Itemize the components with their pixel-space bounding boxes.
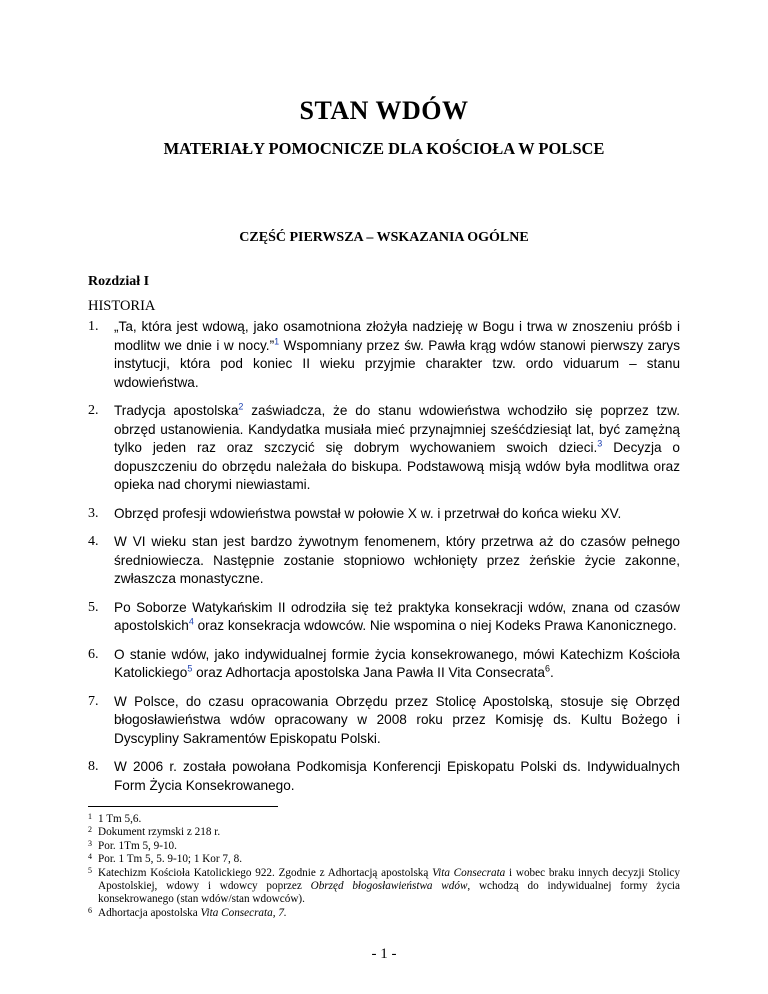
- footnote: [88, 867, 680, 907]
- footnote-text: Por. 1 Tm 5, 5. 9-10; 1 Kor 7, 8.: [98, 853, 242, 866]
- footnote-text: Katechizm Kościoła Katolickiego 922. Zgodnie z Adhortacją apostolską: [98, 866, 433, 879]
- list-item: [88, 646, 680, 683]
- footnote: [88, 853, 680, 866]
- footnote-ref[interactable]: 2: [238, 401, 244, 412]
- list-item: [88, 318, 680, 392]
- item-number: 5.: [88, 599, 99, 615]
- list-item: [88, 693, 680, 749]
- list-item: [88, 505, 680, 524]
- footnote-italic: Vita Consecrata: [432, 866, 506, 879]
- footnote-text: , wchodzą do indywidualnej formy życia konsekrowanego (stan wdów/stan wdowców).: [98, 880, 680, 906]
- footnote-number: 6: [88, 905, 92, 915]
- document-subtitle: MATERIAŁY POMOCNICZE DLA KOŚCIOŁA W POLSCE: [163, 139, 605, 158]
- item-number: 2.: [88, 403, 99, 418]
- item-text: Wspomniany przez św. Pawła krąg wdów stanowi pierwszy zarys instytucji, która pod koniec II wieku przyjmie charakter tzw. ordo viduarum – stanu wdowieństwa.: [114, 337, 681, 390]
- item-text: W VI wieku stan jest bardzo żywotnym fenomenem, który przetrwa aż do czasów pełnego średniowiecza. Następnie zostanie stopniowo wchłonięty przez żeńskie życie zakonne, zwłaszcza monastyczne.: [114, 534, 680, 586]
- item-number: 1.: [88, 319, 99, 334]
- item-text: Tradycja apostolska: [114, 403, 239, 418]
- footnote-ref[interactable]: 3: [597, 438, 603, 449]
- item-number: 8.: [88, 759, 99, 774]
- footnote-text: Dokument rzymski z 218 r.: [98, 826, 221, 839]
- footnote: [88, 840, 680, 853]
- item-number: 6.: [88, 646, 99, 662]
- footnote-ref[interactable]: 1: [274, 335, 280, 346]
- section-heading: HISTORIA: [88, 298, 156, 314]
- footnote-separator: [88, 806, 278, 807]
- item-number: 3.: [88, 505, 99, 521]
- list-item: [88, 402, 680, 495]
- numbered-list: [88, 318, 680, 805]
- item-text: Po Soborze Watykańskim II odrodziła się też praktyka konsekracji wdów, znana od czasów apostolskich: [114, 599, 680, 633]
- item-text: O stanie wdów, jako indywidualnej formie życia konsekrowanego, mówi Katechizm Kościoła Katolickiego: [114, 646, 680, 680]
- list-item: [88, 758, 680, 795]
- item-text: W 2006 r. została powołana Podkomisja Konferencji Episkopatu Polski ds. Indywidualnych Form Życia Konsekrowanego.: [114, 759, 680, 793]
- item-number: 7.: [88, 693, 99, 709]
- footnote-text: 1 Tm 5,6.: [98, 813, 142, 825]
- footnote: [88, 826, 680, 839]
- footnote: [88, 907, 680, 920]
- footnote-italic: Obrzęd błogosławieństwa wdów: [310, 880, 468, 893]
- footnote-ref[interactable]: 6: [544, 663, 550, 674]
- footnote-ref[interactable]: 5: [187, 663, 193, 674]
- item-text: W Polsce, do czasu opracowania Obrzędu przez Stolicę Apostolską, stosuje się Obrzęd błogosławieństwa wdów opracowany w 2008 roku przez Komisję ds. Kultu Bożego i Dyscypliny Sakramentów Episkopatu Polski.: [114, 693, 680, 746]
- item-text: Obrzęd profesji wdowieństwa powstał w połowie X w. i przetrwał do końca wieku XV.: [114, 505, 622, 521]
- item-number: 4.: [88, 534, 99, 549]
- item-text: oraz konsekracja wdowców. Nie wspomina o niej Kodeks Prawa Kanonicznego.: [193, 618, 677, 633]
- item-text: .: [549, 665, 554, 680]
- chapter-heading: Rozdział I: [88, 274, 150, 289]
- footnote-number: 2: [88, 825, 92, 835]
- list-item: [88, 533, 680, 589]
- footnote-italic: Vita Consecrata, 7.: [200, 906, 287, 919]
- page-number: - 1 -: [371, 946, 397, 962]
- list-item: [88, 599, 680, 636]
- footnote-text: i wobec braku innych decyzji Stolicy Apostolskiej, wdowy i wdowcy poprzez: [98, 866, 680, 893]
- item-text: „Ta, która jest wdową, jako osamotniona złożyła nadzieję w Bogu i trwa w znoszeniu próśb i modlitw we dnie i w nocy.”: [114, 319, 680, 353]
- footnote: [88, 813, 680, 826]
- item-text: oraz Adhortacja apostolska Jana Pawła II Vita Consecrata: [192, 665, 545, 680]
- part-heading: CZĘŚĆ PIERWSZA – WSKAZANIA OGÓLNE: [239, 230, 529, 245]
- footnote-number: 3: [88, 838, 92, 848]
- item-text: Decyzja o dopuszczeniu do obrzędu należała do biskupa. Podstawową misją wdów była modlitwa oraz opieka nad chorymi niewiastami.: [114, 440, 680, 492]
- item-text: zaświadcza, że do stanu wdowieństwa wchodziło się poprzez tzw. obrzęd ustanowienia. Kandydatka musiała mieć przynajmniej sześćdziesiąt lat, być zamężną tylko jeden raz oraz szczycić się dobrym wychowaniem swoich dzieci.: [114, 403, 680, 455]
- footnote-number: 4: [88, 852, 92, 862]
- footnotes: [88, 813, 680, 920]
- footnote-number: 5: [88, 865, 92, 875]
- footnote-number: 1: [88, 812, 92, 821]
- footnote-text: Por. 1Tm 5, 9-10.: [98, 839, 177, 852]
- footnote-ref[interactable]: 4: [188, 616, 194, 627]
- footnote-text: Adhortacja apostolska: [98, 906, 201, 919]
- document-title: STAN WDÓW: [299, 96, 469, 125]
